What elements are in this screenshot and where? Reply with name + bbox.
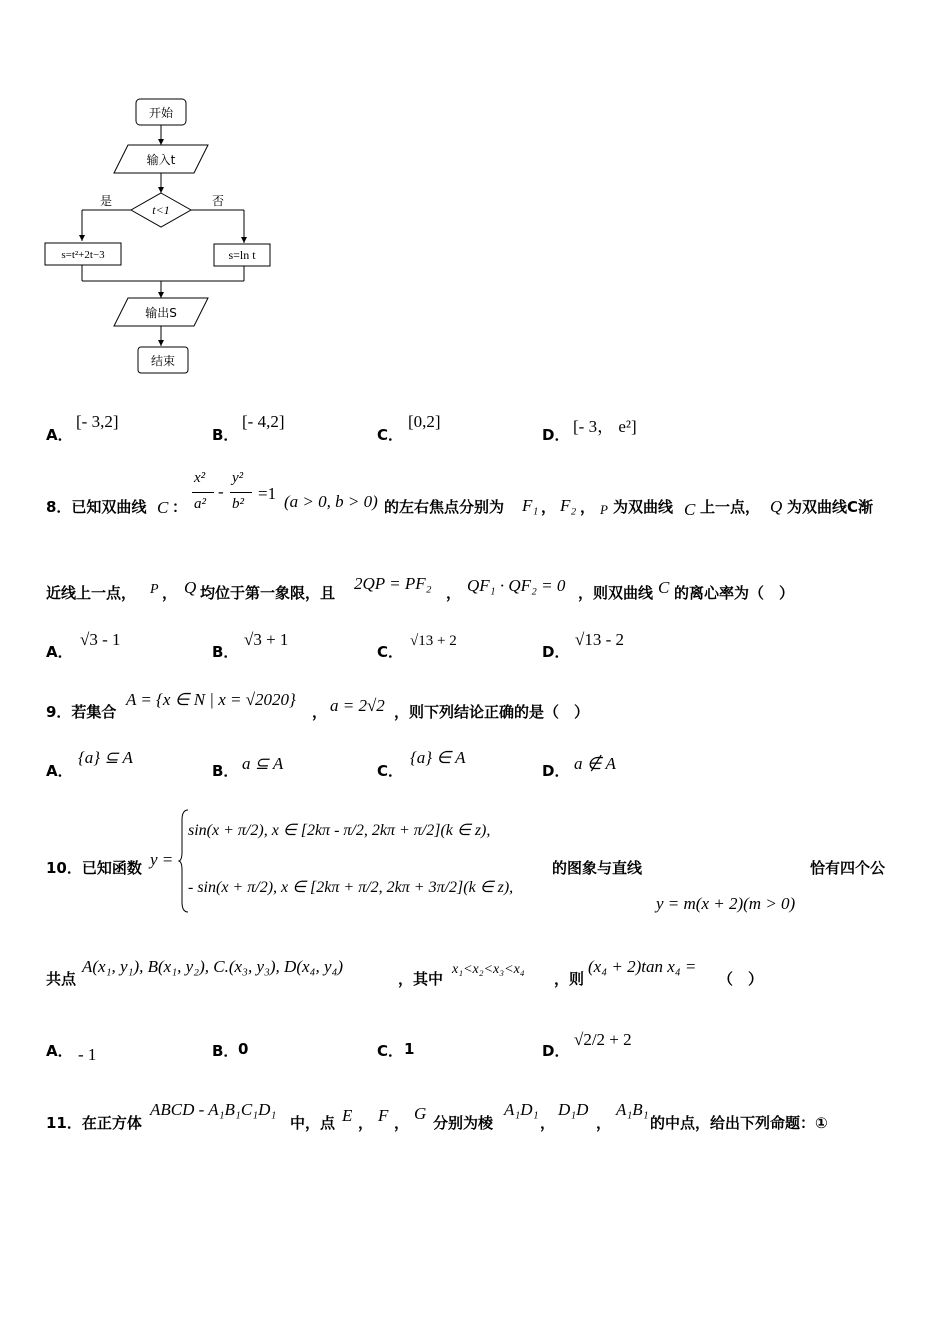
q8-c-var: C xyxy=(157,498,169,517)
q11-e: E xyxy=(342,1106,353,1125)
q8-frac1-bar xyxy=(192,492,214,493)
q7-option-b-label: B． xyxy=(212,426,239,444)
q11-c2: ， xyxy=(394,1114,410,1132)
q10-right: 恰有四个公 xyxy=(810,859,886,877)
q10-expr: (x₄ + 2)tan x₄ = xyxy=(588,957,697,976)
q11-c4: ， xyxy=(596,1114,612,1132)
q9-prefix: 9．若集合 xyxy=(46,703,117,721)
q10-ineq: x₁<x₂<x₃<x₄ xyxy=(452,962,525,977)
q8-option-c-value: √13 + 2 xyxy=(410,633,457,649)
q10-option-a-value: - 1 xyxy=(78,1045,97,1064)
q11-e2: D₁D xyxy=(558,1100,589,1119)
flow-condition-text: t<1 xyxy=(152,203,170,217)
q10-line2-prefix: 共点 xyxy=(46,970,77,988)
q11-c1: ， xyxy=(358,1114,374,1132)
q8-line2-prefix: 近线上一点， xyxy=(46,584,137,602)
q8-option-a-value: √3 - 1 xyxy=(80,630,121,649)
q8-q: Q xyxy=(770,497,783,516)
flow-input-text: 输入t xyxy=(146,153,176,167)
q9-option-c-label: C． xyxy=(377,762,404,780)
q10-line: y = m(x + 2)(m > 0) xyxy=(656,894,796,913)
q8-frac1-den: a² xyxy=(194,496,206,512)
q9-a-def: a = 2√2 xyxy=(330,696,385,715)
q8-q2: Q xyxy=(184,578,197,597)
q9-option-a-value: {a} ⊆ A xyxy=(78,748,133,767)
q9-option-b-label: B． xyxy=(212,762,239,780)
q8-text2: 的左右焦点分别为 xyxy=(384,498,505,516)
q8-text3: 为双曲线 xyxy=(613,498,674,516)
q8-text8: 的离心率为（ ） xyxy=(674,584,795,602)
flowchart xyxy=(40,95,280,380)
q10-mid: 的图象与直线 xyxy=(552,859,643,877)
q8-text6: 均位于第一象限，且 xyxy=(200,584,336,602)
q11-text3: 的中点，给出下列命题：① xyxy=(650,1114,828,1132)
q8-frac2-num: y² xyxy=(232,470,244,486)
q9-suffix: ，则下列结论正确的是（ ） xyxy=(394,703,590,721)
q8-comma1: ， xyxy=(541,498,557,516)
q9-set: A = {x ∈ N | x = √2020} xyxy=(126,690,296,709)
q9-comma: ， xyxy=(312,703,328,721)
q7-option-c-label: C． xyxy=(377,426,404,444)
q8-option-d-label: D． xyxy=(542,643,570,661)
q8-eq-rhs: =1 xyxy=(258,484,277,503)
q10-case2: - sin(x + π/2), x ∈ [2kπ + π/2, 2kπ + 3π/2](k ∈ z), xyxy=(188,879,514,896)
q8-cond: (a > 0, b > 0) xyxy=(284,492,378,511)
q7-option-d-label: D． xyxy=(542,426,570,444)
q10-option-a-label: A． xyxy=(46,1042,73,1060)
q7-option-b-value: [- 4,2] xyxy=(242,412,285,431)
flow-left-text: s=t²+2t−3 xyxy=(61,249,105,261)
q8-text7: ，则双曲线 xyxy=(578,584,654,602)
q10-case1: sin(x + π/2), x ∈ [2kπ - π/2, 2kπ + π/2](k ∈ z), xyxy=(188,822,491,839)
q8-c2: C xyxy=(684,500,696,519)
q8-comma4: ， xyxy=(446,584,462,602)
q9-option-a-label: A． xyxy=(46,762,73,780)
q11-text1: 中，点 xyxy=(290,1114,336,1132)
q8-colon: ： xyxy=(172,498,188,516)
flow-start-text: 开始 xyxy=(148,106,174,120)
flow-end-text: 结束 xyxy=(150,354,176,368)
q8-p2: P xyxy=(150,582,159,597)
q11-c3: ， xyxy=(540,1114,556,1132)
q8-text4: 上一点， xyxy=(700,498,761,516)
q10-option-d-value: √2/2 + 2 xyxy=(574,1030,632,1049)
q11-prefix: 11．在正方体 xyxy=(46,1114,142,1132)
q10-points: A(x₁, y₁), B(x₁, y₂), C.(x₃, y₃), D(x₄, y₄) xyxy=(82,957,344,976)
q8-prefix: 8．已知双曲线 xyxy=(46,498,147,516)
q8-option-b-value: √3 + 1 xyxy=(244,630,289,649)
q10-option-d-label: D． xyxy=(542,1042,570,1060)
flow-output-text: 输出S xyxy=(145,306,177,320)
q9-option-d-value: a ∉ A xyxy=(574,754,616,773)
q8-comma3: ， xyxy=(162,584,178,602)
q8-text5: 为双曲线C渐 xyxy=(787,498,874,516)
q10-text3: ，则 xyxy=(554,970,585,988)
q10-option-c-value: 1 xyxy=(404,1040,415,1058)
q8-option-d-value: √13 - 2 xyxy=(575,630,624,649)
flow-no-label: 否 xyxy=(211,194,225,208)
flow-right-text: s=ln t xyxy=(228,248,256,262)
q10-text2: ，其中 xyxy=(398,970,444,988)
q8-c3: C xyxy=(658,578,670,597)
q8-frac2-bar xyxy=(230,492,252,493)
flow-yes-label: 是 xyxy=(99,194,113,208)
q7-option-c-value: [0,2] xyxy=(408,412,441,431)
q8-p: P xyxy=(600,502,608,517)
q10-option-c-label: C． xyxy=(377,1042,404,1060)
q10-option-b-label: B． xyxy=(212,1042,239,1060)
q11-f: F xyxy=(378,1106,389,1125)
q10-text4: （ ） xyxy=(718,970,764,988)
q8-comma2: ， xyxy=(580,498,596,516)
q11-e1: A₁D₁ xyxy=(504,1100,539,1119)
q11-g: G xyxy=(414,1104,427,1123)
q10-option-b-value: 0 xyxy=(238,1040,249,1058)
q8-f2: F₂ xyxy=(560,496,577,515)
q11-text2: 分别为棱 xyxy=(433,1114,494,1132)
q10-prefix: 10．已知函数 xyxy=(46,859,142,877)
q8-eq3: QF₁ · QF₂ = 0 xyxy=(467,576,566,595)
q8-eq2: 2QP = PF₂ xyxy=(354,574,432,593)
q11-e3: A₁B₁ xyxy=(616,1100,649,1119)
q7-option-a-value: [- 3,2] xyxy=(76,412,119,431)
q7-option-a-label: A． xyxy=(46,426,73,444)
q10-y-eq: y = xyxy=(150,850,174,869)
q8-option-b-label: B． xyxy=(212,643,239,661)
q8-option-a-label: A． xyxy=(46,643,73,661)
q8-option-c-label: C． xyxy=(377,643,404,661)
q8-frac1-num: x² xyxy=(194,470,206,486)
q8-frac2-den: b² xyxy=(232,496,244,512)
q8-minus: - xyxy=(218,482,224,501)
q9-option-d-label: D． xyxy=(542,762,570,780)
q11-cube: ABCD - A₁B₁C₁D₁ xyxy=(150,1100,277,1119)
q7-option-d-value: [- 3， e²] xyxy=(573,417,637,436)
q8-f1: F₁ xyxy=(522,496,539,515)
q9-option-b-value: a ⊆ A xyxy=(242,754,284,773)
q9-option-c-value: {a} ∈ A xyxy=(410,748,466,767)
